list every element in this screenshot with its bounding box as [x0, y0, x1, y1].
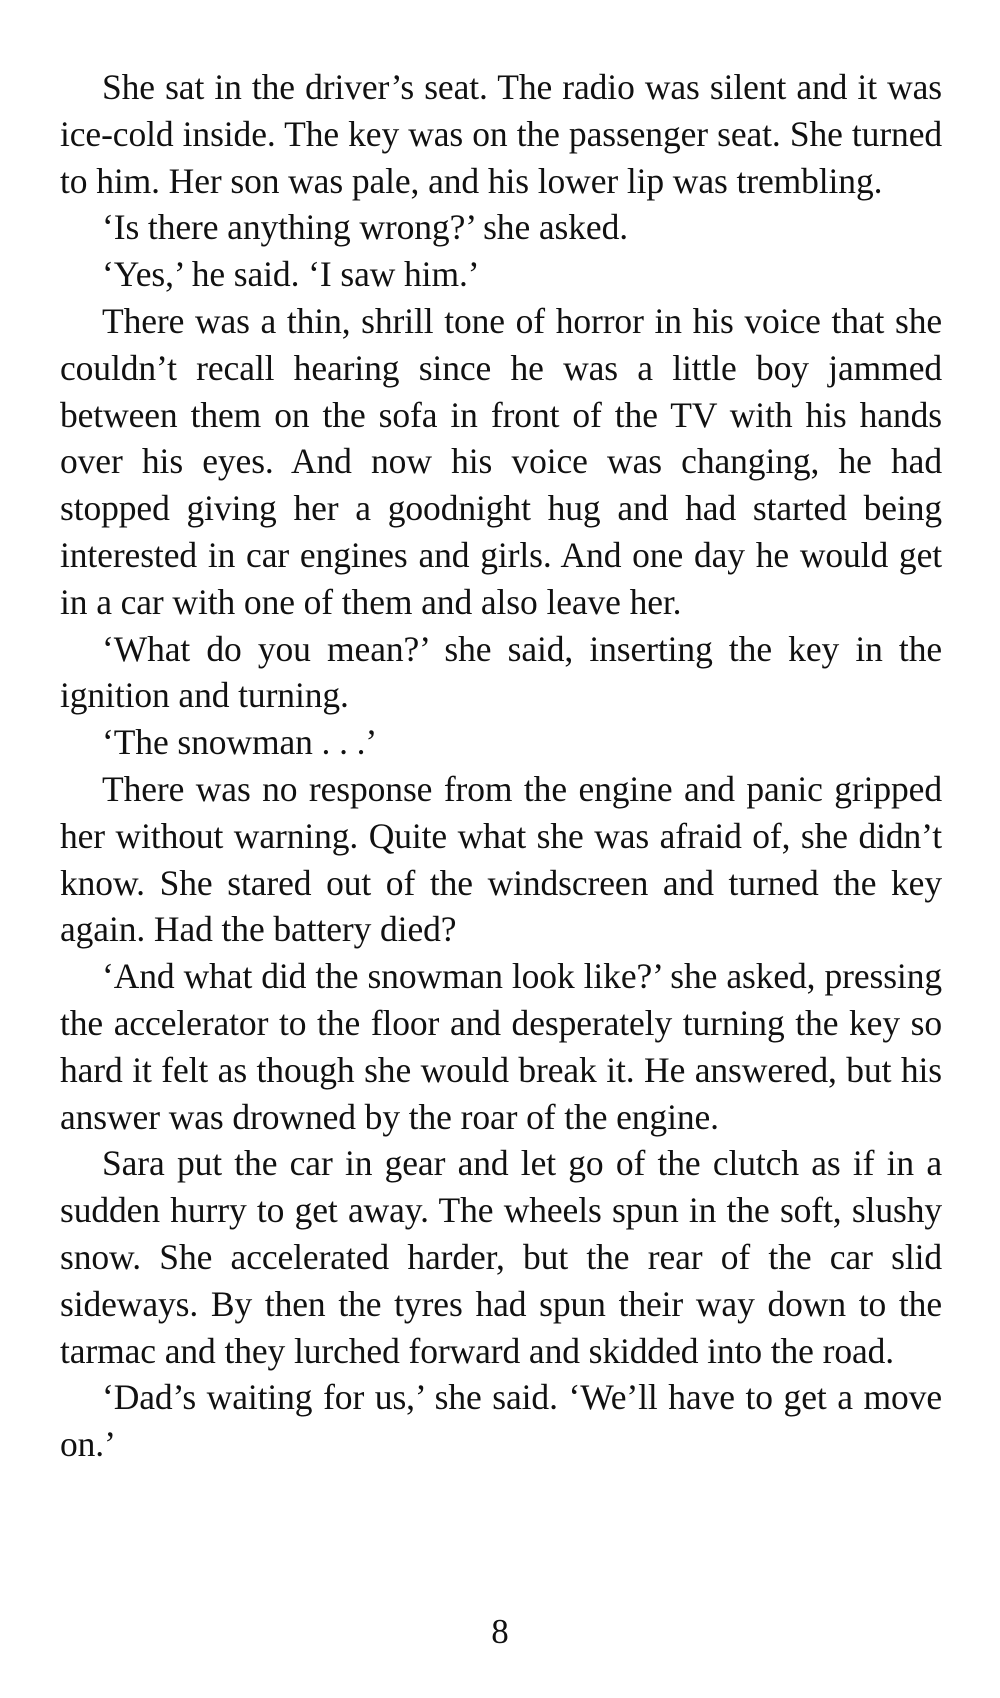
- paragraph: ‘What do you mean?’ she said, inserting the key in the ignition and turning.: [60, 628, 942, 716]
- paragraph: ‘Dad’s waiting for us,’ she said. ‘We’ll have to get a move on.’: [60, 1377, 942, 1465]
- paragraph: ‘And what did the snowman look like?’ she asked, pressing the accelerator to the floor and desperately turning the key so hard it felt as though she would break it. He answered, but his answer was drowned by the roar of the engine.: [60, 956, 942, 1137]
- page-number: 8: [491, 1612, 509, 1651]
- paragraph: There was no response from the engine and panic gripped her without warning. Quite what she was afraid of, she didn’t know. She stared out of the windscreen and turned the key again. Had the battery died?: [60, 768, 942, 950]
- paragraph: She sat in the driver’s seat. The radio was silent and it was ice-cold inside. The key was on the passenger seat. She turned to him. Her son was pale, and his lower lip was trembling.: [60, 67, 942, 201]
- paragraph: Sara put the car in gear and let go of the clutch as if in a sudden hurry to get away. The wheels spun in the soft, slushy snow. She accelerated harder, but the rear of the car slid sideways. By then the tyres had spun their way down to the tarmac and they lurched forward and skidded into the road.: [60, 1143, 942, 1371]
- paragraph: ‘Yes,’ he said. ‘I saw him.’: [102, 254, 480, 295]
- paragraph: ‘Is there anything wrong?’ she asked.: [102, 207, 628, 248]
- paragraph: There was a thin, shrill tone of horror in his voice that she couldn’t recall hearing since he was a little boy jammed between them on the sofa in front of the TV with his hands over his eyes. And now his voice was changing, he had stopped giving her a goodnight hug and had started being interested in car engines and girls. And one day he would get in a car with one of them and also leave her.: [60, 300, 942, 622]
- paragraph: ‘The snowman . . .’: [102, 722, 378, 763]
- body-text: [60, 64, 942, 1468]
